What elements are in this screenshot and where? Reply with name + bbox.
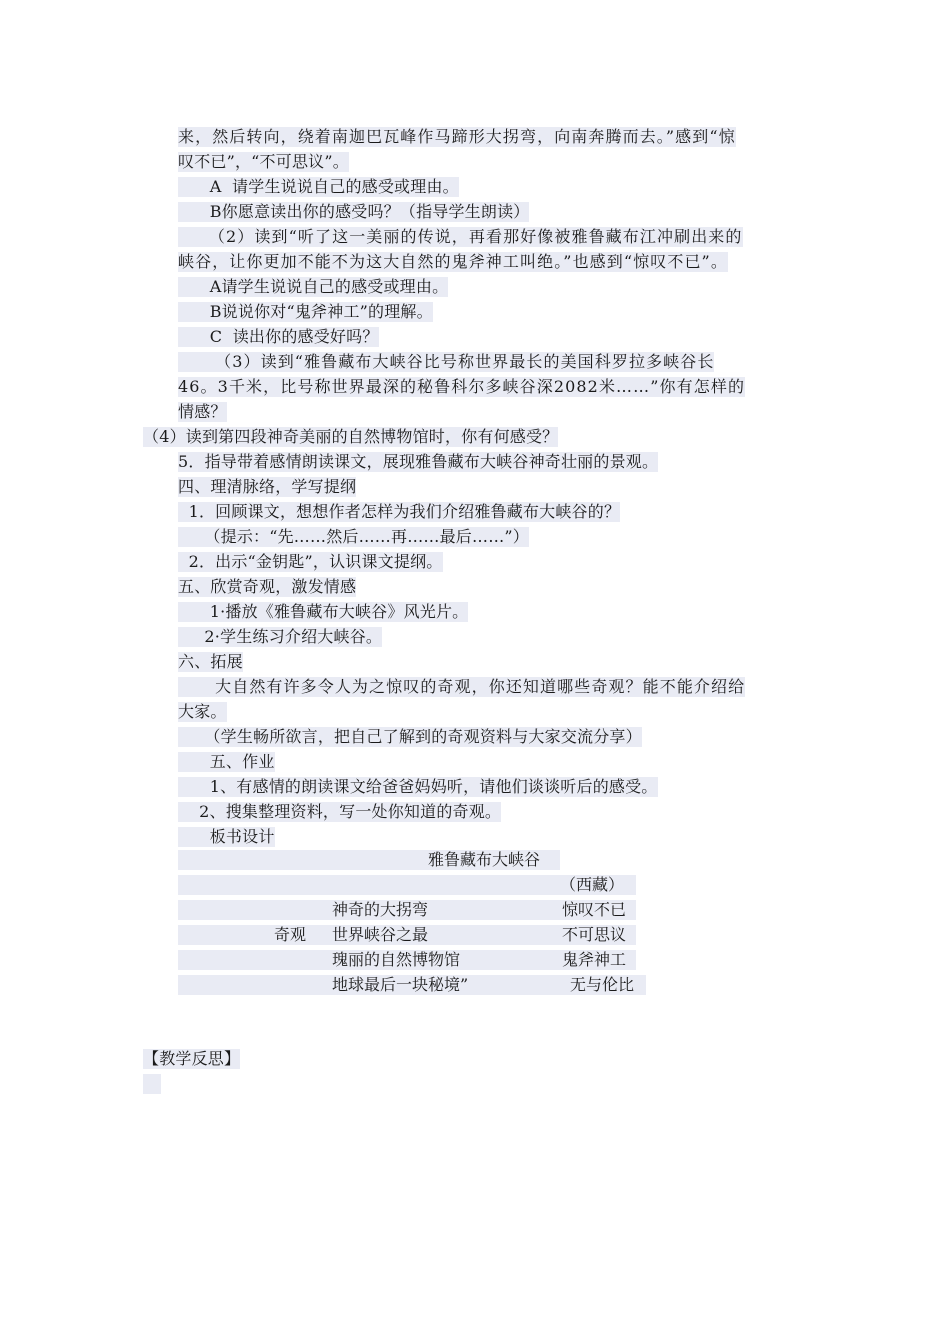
- text-line: 1、有感情的朗读课文给爸爸妈妈听，请他们谈谈听后的感受。: [178, 777, 658, 796]
- text-line: 大家。: [178, 702, 227, 721]
- board-middle-item: 世界峡谷之最: [332, 925, 429, 944]
- text-line: 六、拓展: [178, 652, 243, 671]
- text-line: （3）读到“雅鲁藏布大峡谷比号称世界最长的美国科罗拉多峡谷长: [178, 352, 715, 371]
- text-line: C 读出你的感受好吗？: [178, 327, 379, 346]
- text-line: B你愿意读出你的感受吗？（指导学生朗读）: [178, 202, 530, 221]
- board-right-item: 惊叹不已: [562, 900, 627, 919]
- text-line: 1．回顾课文，想想作者怎样为我们介绍雅鲁藏布大峡谷的？: [178, 502, 621, 521]
- text-line: 板书设计: [178, 827, 275, 846]
- text-line: （提示：“先……然后……再……最后……”）: [178, 527, 529, 546]
- board-right-item: 不可思议: [562, 925, 627, 944]
- text-line: 46。3千米，比号称世界最深的秘鲁科尔多峡谷深2082米……”你有怎样的: [178, 377, 746, 396]
- board-right-item: 无与伦比: [570, 975, 635, 994]
- text-line: 情感？: [178, 402, 227, 421]
- board-left-label: 奇观: [274, 925, 307, 944]
- text-line: 2．出示“金钥匙”，认识课文提纲。: [178, 552, 443, 571]
- text-line: 叹不已”，“不可思议”。: [178, 152, 349, 171]
- text-line: 2·学生练习介绍大峡谷。: [178, 627, 383, 646]
- board-middle-item: 瑰丽的自然博物馆: [332, 950, 461, 969]
- reflection-heading: 【教学反思】: [143, 1049, 241, 1068]
- board-middle-item: 地球最后一块秘境”: [332, 975, 469, 994]
- text-line: 2、搜集整理资料，写一处你知道的奇观。: [178, 802, 502, 821]
- text-line: 五、作业: [178, 752, 275, 771]
- text-line: A请学生说说自己的感受或理由。: [178, 277, 449, 296]
- board-middle-item: 神奇的大拐弯: [332, 900, 429, 919]
- text-line: 5．指导带着感情朗读课文，展现雅鲁藏布大峡谷神奇壮丽的景观。: [178, 452, 659, 471]
- board-right-item: 鬼斧神工: [562, 950, 627, 969]
- text-line: B说说你对“鬼斧神工”的理解。: [178, 302, 433, 321]
- text-line: 1·播放《雅鲁藏布大峡谷》风光片。: [178, 602, 469, 621]
- text-line: 大自然有许多令人为之惊叹的奇观，你还知道哪些奇观？能不能介绍给: [178, 677, 746, 696]
- text-line: A 请学生说说自己的感受或理由。: [178, 177, 459, 196]
- text-line: 峡谷，让你更加不能不为这大自然的鬼斧神工叫绝。”也感到“惊叹不已”。: [178, 252, 728, 271]
- text-line: 五、欣赏奇观，激发情感: [178, 577, 357, 596]
- board-title: 雅鲁藏布大峡谷: [428, 850, 541, 869]
- board-subtitle: （西藏）: [560, 875, 625, 894]
- text-line: 四、理清脉络，学写提纲: [178, 477, 357, 496]
- text-line: （2）读到“听了这一美丽的传说，再看那好像被雅鲁藏布江冲刷出来的: [178, 227, 743, 246]
- empty-paragraph-mark: [143, 1074, 161, 1094]
- text-line: （学生畅所欲言，把自己了解到的奇观资料与大家交流分享）: [178, 727, 642, 746]
- text-line: 来，然后转向，绕着南迦巴瓦峰作马蹄形大拐弯，向南奔腾而去。”感到“惊: [178, 127, 736, 146]
- text-line: （4）读到第四段神奇美丽的自然博物馆时，你有何感受？: [143, 427, 559, 446]
